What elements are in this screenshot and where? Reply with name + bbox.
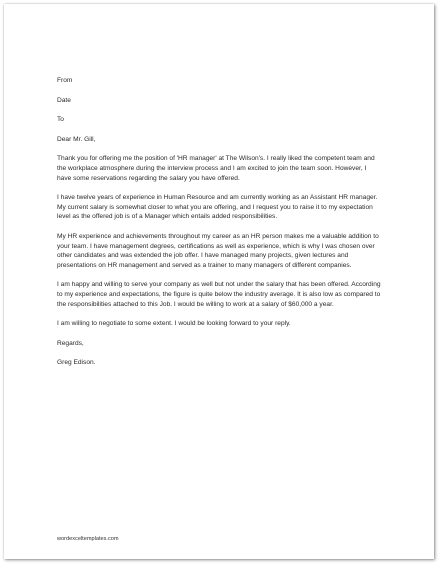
paragraph-1: Thank you for offering me the position of 'HR manager' at The Wilson's. I really liked the competent team and the workplace atmosphere during the interview process and I am excited to join the team soon. However, I have some reservations regarding the salary you have offered. [57,155,375,182]
paragraph-2: I have twelve years of experience in Human Resource and am currently working as an Assistant HR manager. My current salary is somewhat closer to what you are offering, and I request you to raise it to my expectation level as the offered job is of a Manager which entails added responsibilities. [57,194,378,221]
date-line: Date [57,96,71,104]
footer-website: wordexceltemplates.com [57,536,119,542]
from-line: From [57,77,73,84]
letter-page [4,4,434,559]
paragraph-5: I am willing to negotiate to some extent. I would be looking forward to your reply. [57,320,291,328]
letter-body [57,76,382,378]
signature: Greg Edison. [57,359,96,367]
salutation: Dear Mr. Gill, [57,135,96,143]
paragraph-3: My HR experience and achievements throughout my career as an HR person makes me a valuable addition to your team. I have management degrees, certifications as well as experience, which is why I was chosen over other candidates and was extended the job offer. I have managed many projects, given lectures and presentations on HR management and served as a trainer to many managers of different companies. [57,232,379,269]
to-line: To [57,116,64,124]
closing: Regards, [57,339,84,347]
paragraph-4: I am happy and willing to serve your company as well but not under the salary that has been offered. According to my experience and expectations, the figure is quite below the industry average. It is also low as compared to the responsibilities attached to this Job. I would be willing to work at a salary of $60,000 a year. [57,281,381,308]
